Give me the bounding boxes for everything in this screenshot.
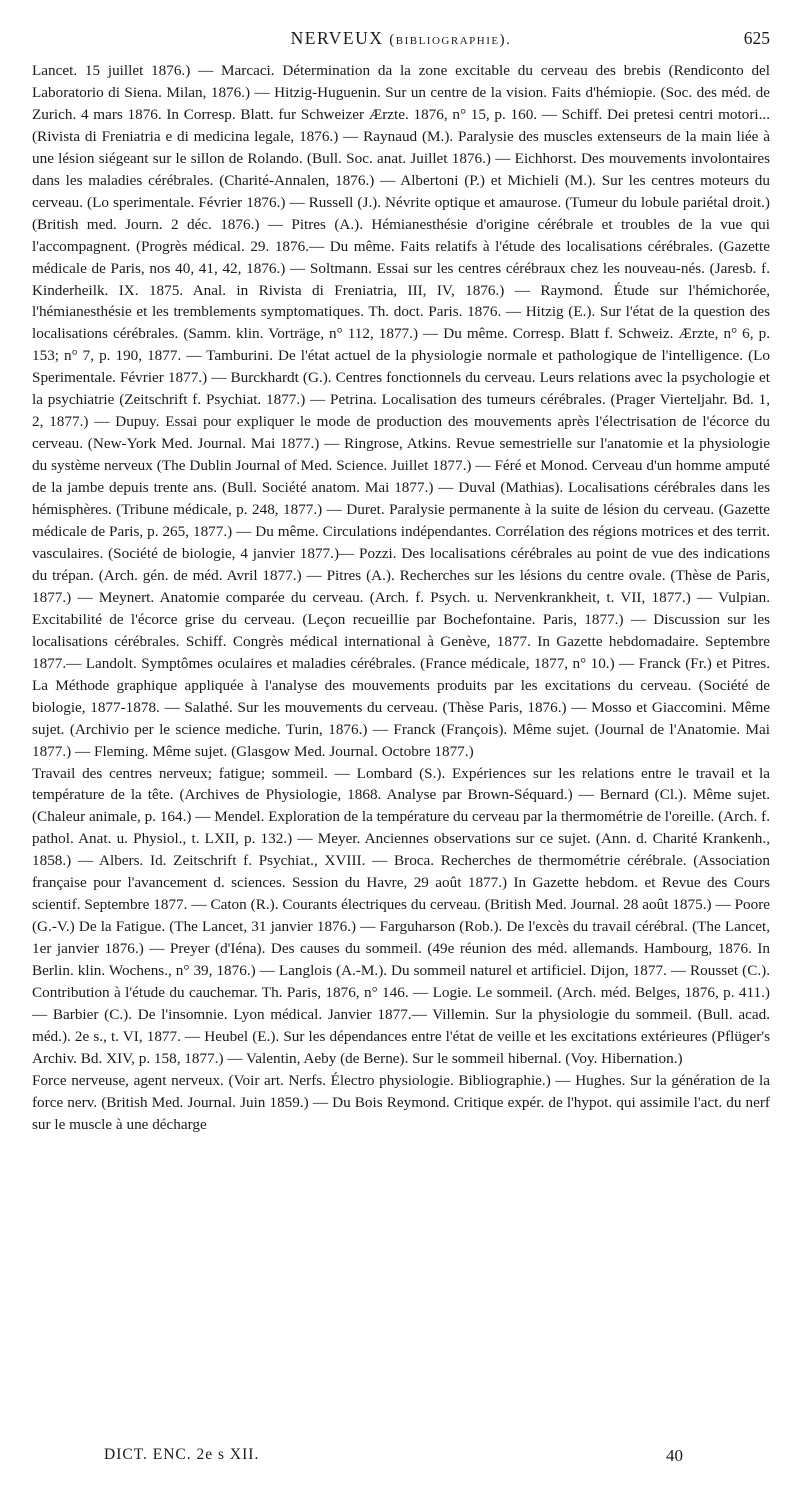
running-head [32, 28, 770, 52]
bibliography-text [32, 60, 770, 1136]
page-footer [32, 1446, 770, 1470]
bibliography-paragraph-travail-sommeil: Travail des centres nerveux; fatigue; sommeil. — Lombard (S.). Expériences sur les relations entre le travail et la température de la tête. (Archives de Physiologie, 1868. Analyse par Brown-Séquard.) — Bernard (Cl.). Même sujet. (Chaleur animale, p. 164.) — Mendel. Exploration de la température du cerveau par la thermométrie de l'oreille. (Arch. f. pathol. Anat. u. Physiol., t. LXII, p. 132.) — Meyer. Anciennes observations sur ce sujet. (Ann. d. Charité Krankenh., 1858.) — Albers. Id. Zeitschrift f. Psychiat., XVIII. — Broca. Recherches de thermométrie cérébrale. (Association française pour l'avancement d. sciences. Session du Havre, 29 août 1877.) In Gazette hebdom. et Revue des Cours scientif. Septembre 1877. — Caton (R.). Courants électriques du cerveau. (British Med. Journal. 28 août 1875.) — Poore (G.-V.) De la Fatigue. (The Lancet, 31 janvier 1876.) — Farguharson (Rob.). De l'excès du travail cérébral. (The Lancet, 1er janvier 1876.) — Preyer (d'Iéna). Des causes du sommeil. (49e réunion des méd. allemands. Hambourg, 1876. In Berlin. klin. Wochens., n° 39, 1876.) — Langlois (A.-M.). Du sommeil naturel et artificiel. Dijon, 1877. — Rousset (C.). Contribution à l'étude du cauchemar. Th. Paris, 1876, n° 146. — Logie. Le sommeil. (Arch. méd. Belges, 1876, p. 411.) — Barbier (C.). De l'insomnie. Lyon médical. Janvier 1877.— Villemin. Sur la physiologie du sommeil. (Bull. acad. méd.). 2e s., t. VI, 1877. — Heubel (E.). Sur les dépendances entre l'état de veille et les excitations extérieures (Pflüger's Archiv. Bd. XIV, p. 158, 1877.) — Valentin, Aeby (de Berne). Sur le sommeil hibernal. (Voy. Hibernation.) [32, 764, 770, 1067]
running-title [32, 28, 770, 49]
signature-mark: DICT. ENC. 2e s XII. [104, 1446, 260, 1463]
page-number: 625 [743, 28, 770, 48]
bibliography-paragraph-force-nerveuse: Force nerveuse, agent nerveux. (Voir art. Nerfs. Électro physiologie. Bibliographie.) — Hughes. Sur la génération de la force nerv. (British Med. Journal. Juin 1859.) — Du Bois Reymond. Critique expér. de l'hypot. qui assimile l'act. du nerf sur le muscle à une décharge [32, 1071, 770, 1133]
running-title-sub: (bibliographie). [389, 32, 512, 48]
sheet-number: 40 [666, 1446, 683, 1465]
bibliography-paragraph-localisations: Lancet. 15 juillet 1876.) — Marcaci. Détermination da la zone excitable du cerveau des brebis (Rendiconto del Laboratorio di Siena. Milan, 1876.) — Hitzig-Huguenin. Sur un centre de la vision. Faits d'hémiopie. (Soc. des méd. de Zurich. 4 mars 1876. In Corresp. Blatt. fur Schweizer Ærzte. 1876, n° 15, p. 160. — Schiff. Dei pretesi centri motori... (Rivista di Freniatria e di medicina legale, 1876.) — Raynaud (M.). Paralysie des muscles extenseurs de la main liée à une lésion siégeant sur le sillon de Rolando. (Bull. Soc. anat. Juillet 1876.) — Eichhorst. Des mouvements involontaires dans les maladies cérébrales. (Charité-Annalen, 1876.) — Albertoni (P.) et Michieli (M.). Sur les centres moteurs du cerveau. (Lo sperimentale. Février 1876.) — Russell (J.). Névrite optique et amaurose. (Tumeur du lobule pariétal droit.) (British med. Journ. 2 déc. 1876.) — Pitres (A.). Hémianesthésie d'origine cérébrale et troubles de la vue qui l'accompagnent. (Progrès médical. 29. 1876.— Du même. Faits relatifs à l'étude des localisations cérébrales. (Gazette médicale de Paris, nos 40, 41, 42, 1876.) — Soltmann. Essai sur les centres cérébraux chez les nouveau-nés. (Jaresb. f. Kinderheilk. IX. 1875. Anal. in Rivista di Freniatria, III, IV, 1876.) — Raymond. Étude sur l'hémichorée, l'hémianesthésie et les tremblements symptomatiques. Th. doct. Paris. 1876. — Hitzig (E.). Sur l'état de la question des localisations cérébrales. (Samm. klin. Vorträge, n° 112, 1877.) — Du même. Corresp. Blatt f. Schweiz. Ærzte, n° 6, p. 153; n° 7, p. 190, 1877. — Tamburini. De l'état actuel de la physiologie normale et pathologique de l'intelligence. (Lo Sperimentale. Février 1877.) — Burckhardt (G.). Centres fonctionnels du cerveau. Leurs relations avec la psychologie et la psychiatrie (Zeitschrift f. Psychiat. 1877.) — Petrina. Localisation des tumeurs cérébrales. (Prager Vierteljahr. Bd. 1, 2, 1877.) — Dupuy. Essai pour expliquer le mode de production des mouvements après l'électrisation de l'écorce du cerveau. (New-York Med. Journal. Mai 1877.) — Ringrose, Atkins. Revue semestrielle sur l'anatomie et la physiologie du système nerveux (The Dublin Journal of Med. Science. Juillet 1877.) — Féré et Monod. Cerveau d'un homme amputé de la jambe depuis trente ans. (Bull. Société anatom. Mai 1877.) — Duval (Mathias). Localisations cérébrales dans les hémisphères. (Tribune médicale, p. 248, 1877.) — Duret. Paralysie permanente à la suite de lésion du cerveau. (Gazette médicale de Paris, p. 265, 1877.) — Du même. Circulations indépendantes. Corrélation des régions motrices et des territ. vasculaires. (Société de biologie, 4 janvier 1877.)— Pozzi. Des localisations cérébrales au point de vue des indications du trépan. (Arch. gén. de méd. Avril 1877.) — Pitres (A.). Recherches sur les lésions du centre ovale. (Thèse de Paris, 1877.) — Meynert. Anatomie comparée du cerveau. (Arch. f. Psych. u. Nervenkrankheit, t. VII, 1877.) — Vulpian. Excitabilité de l'écorce grise du cerveau. (Leçon recueillie par Bochefontaine. Paris, 1877.) — Discussion sur les localisations cérébrales. Schiff. Congrès médical international à Genève, 1877. In Gazette hebdomadaire. Septembre 1877.— Landolt. Symptômes oculaires et maladies cérébrales. (France médicale, 1877, n° 10.) — Franck (Fr.) et Pitres. La Méthode graphique appliquée à l'analyse des mouvements produits par les excitations du cerveau. (Société de biologie, 1877-1878. — Salathé. Sur les mouvements du cerveau. (Thèse Paris, 1876.) — Mosso et Giaccomini. Même sujet. (Archivio per le science mediche. Turin, 1876.) — Franck (François). Même sujet. (Journal de l'Anatomie. Mai 1877.) — Fleming. Même sujet. (Glasgow Med. Journal. Octobre 1877.) [32, 62, 770, 760]
running-title-main: NERVEUX [290, 28, 384, 48]
